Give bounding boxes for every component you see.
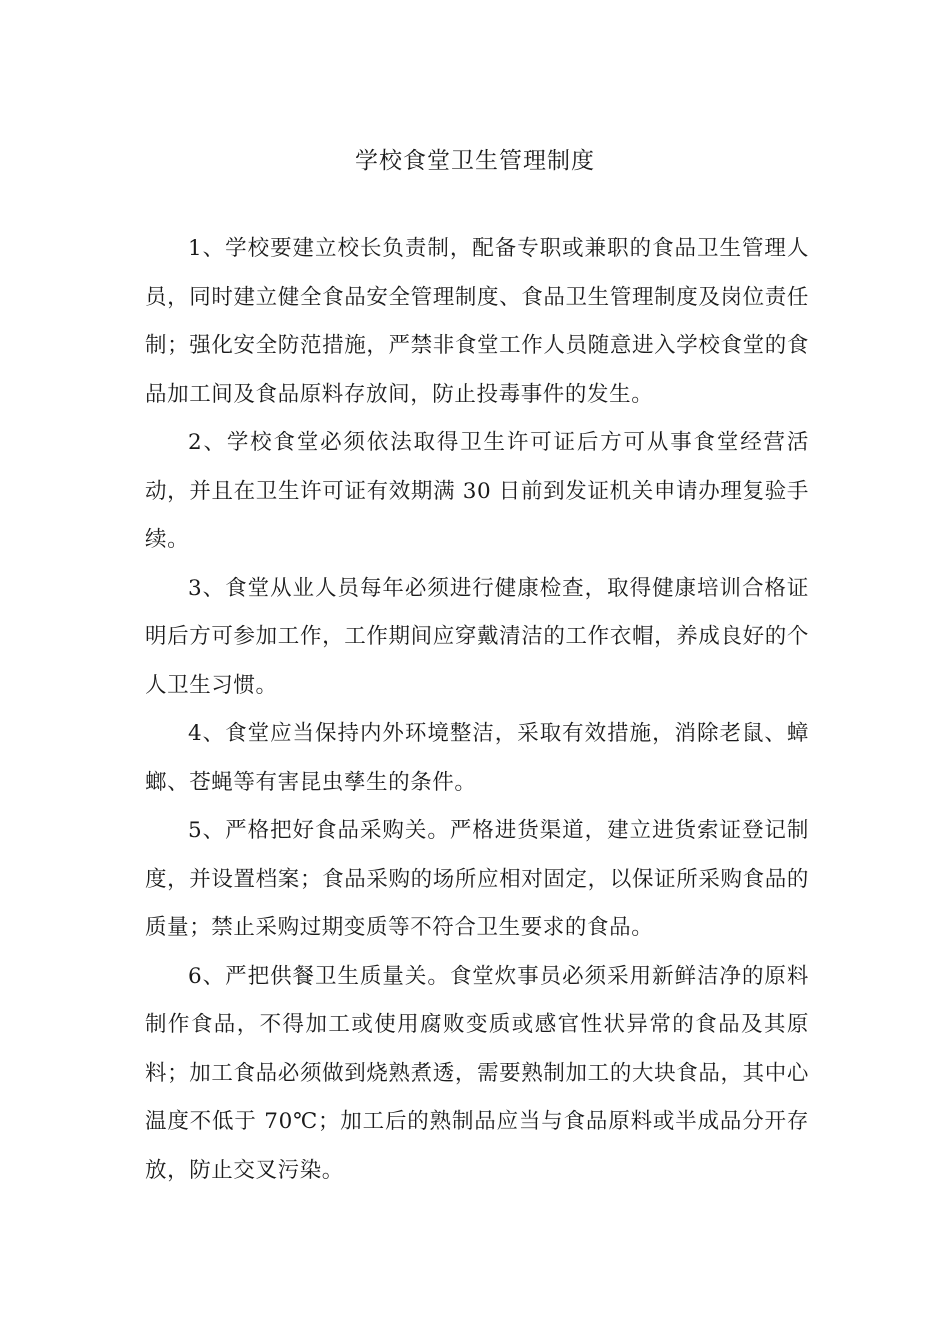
paragraph-6: 6、严把供餐卫生质量关。食堂炊事员必须采用新鲜洁净的原料制作食品，不得加工或使用腐败变质或感官性状异常的食品及其原料；加工食品必须做到烧熟煮透，需要熟制加工的大块食品，其中心温度不低于 70℃；加工后的熟制品应当与食品原料或半成品分开存放，防止交叉污染。 (145, 963, 809, 1183)
paragraph-5: 5、严格把好食品采购关。严格进货渠道，建立进货索证登记制度，并设置档案；食品采购的场所应相对固定，以保证所采购食品的质量；禁止采购过期变质等不符合卫生要求的食品。 (145, 818, 809, 940)
document-title: 学校食堂卫生管理制度 (355, 148, 595, 174)
paragraph-2: 2、学校食堂必须依法取得卫生许可证后方可从事食堂经营活动，并且在卫生许可证有效期满 30 日前到发证机关申请办理复验手续。 (145, 430, 809, 552)
paragraph-3: 3、食堂从业人员每年必须进行健康检查，取得健康培训合格证明后方可参加工作，工作期间应穿戴清洁的工作衣帽，养成良好的个人卫生习惯。 (145, 575, 809, 698)
paragraph-1: 1、学校要建立校长负责制，配备专职或兼职的食品卫生管理人员，同时建立健全食品安全管理制度、食品卫生管理制度及岗位责任制；强化安全防范措施，严禁非食堂工作人员随意进入学校食堂的食品加工间及食品原料存放间，防止投毒事件的发生。 (145, 236, 809, 407)
paragraph-4: 4、食堂应当保持内外环境整洁，采取有效措施，消除老鼠、蟑螂、苍蝇等有害昆虫孳生的条件。 (145, 721, 809, 795)
document-body (145, 225, 809, 1195)
